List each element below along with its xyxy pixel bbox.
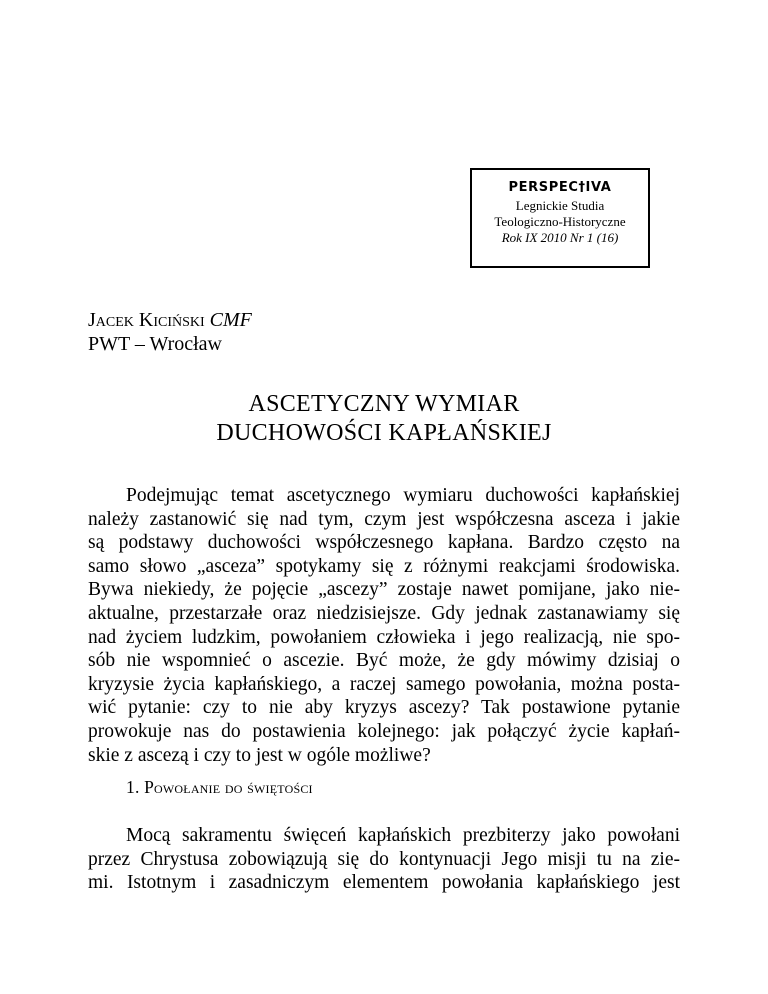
journal-subtitle-line2: Teologiczno-Historyczne (494, 213, 626, 229)
text-line: skie z ascezą i czy to jest w ogóle możliwe? (88, 744, 431, 766)
paragraph-section1 (88, 824, 680, 895)
author-line (88, 308, 252, 332)
text-line: Bywa niekiedy, że pojęcie „ascezy” zostaje nawet pomijane, jako nie- (88, 579, 680, 601)
text-line: nad życiem ludzkim, powołaniem człowieka i jego realizacją, nie spo- (88, 626, 680, 648)
text-line: należy zastanowić się nad tym, czym jest współczesna asceza i jakie (88, 508, 680, 530)
article-title-line1: ASCETYCZNY WYMIAR (248, 391, 520, 417)
author-order: CMF (209, 309, 252, 331)
section-heading: 1. Powołanie do świętości (126, 777, 313, 797)
text-line: kryzysie życia kapłańskiego, a raczej samego powołania, można posta- (88, 673, 680, 695)
article-title (88, 390, 680, 448)
text-line: są podstawy duchowości współczesnego kapłana. Bardzo często na (88, 532, 680, 554)
text-line: mi. Istotnym i zasadniczym elementem powołania kapłańskiego jest (88, 872, 680, 894)
author-name: Jacek Kiciński (88, 309, 205, 331)
journal-issue: Rok IX 2010 Nr 1 (16) (501, 229, 619, 245)
text-line: samo słowo „asceza” spotykamy się z różnymi reakcjami środowiska. (88, 555, 680, 577)
journal-subtitle-line1: Legnickie Studia (515, 197, 605, 213)
article-title-line2: DUCHOWOŚCI KAPŁAŃSKIEJ (216, 420, 552, 446)
paragraph-intro (88, 484, 680, 767)
text-line: Mocą sakramentu święceń kapłańskich prezbiterzy jako powołani (126, 825, 680, 846)
text-line: aktualne, przestarzałe oraz niedzisiejsze. Gdy jednak zastanawiamy się (88, 602, 680, 624)
text-line: Podejmując temat ascetycznego wymiaru duchowości kapłańskiej (126, 485, 680, 506)
journal-info-box (470, 168, 650, 268)
text-line: wić pytanie: czy to nie aby kryzys ascezy? Tak postawione pytanie (88, 697, 680, 719)
text-line: przez Chrystusa zobowiązują się do kontynuacji Jego misji tu na zie- (88, 848, 680, 870)
journal-name: PERSPEC†IVA (508, 180, 612, 195)
text-line: sób nie wspomnieć o ascezie. Być może, że gdy mówimy dzisiaj o (88, 650, 680, 672)
text-line: prowokuje nas do postawienia kolejnego: jak połączyć życie kapłań- (88, 720, 680, 742)
author-affiliation: PWT – Wrocław (88, 333, 222, 355)
